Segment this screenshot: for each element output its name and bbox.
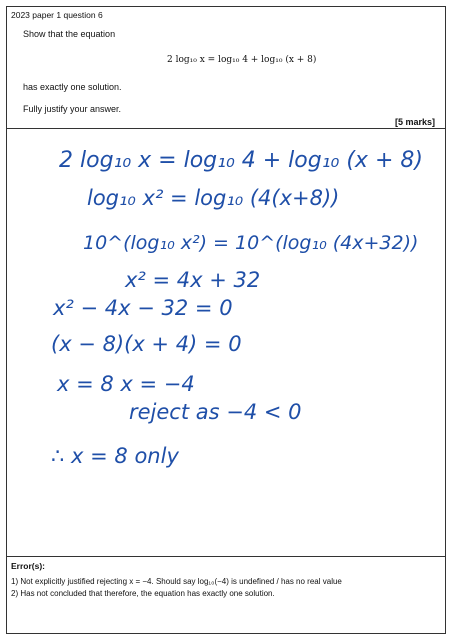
question-section (7, 7, 445, 129)
working-section (7, 129, 445, 557)
error-item-2: 2) Has not concluded that therefore, the equation has exactly one solution. (11, 589, 275, 598)
answer-sheet (6, 6, 446, 634)
working-line-1: 2 log₁₀ x = log₁₀ 4 + log₁₀ (x + 8) (59, 148, 423, 173)
question-after-text: has exactly one solution. (23, 82, 122, 92)
question-justify-text: Fully justify your answer. (23, 104, 122, 114)
errors-section (7, 557, 445, 633)
errors-title: Error(s): (11, 561, 46, 571)
question-prompt: Show that the equation (23, 29, 116, 39)
working-line-6: (x − 8)(x + 4) = 0 (51, 332, 242, 356)
marks-label: [5 marks] (394, 117, 435, 127)
working-line-5: x² − 4x − 32 = 0 (53, 296, 233, 320)
working-line-4: x² = 4x + 32 (125, 268, 261, 292)
working-line-3: 10^(log₁₀ x²) = 10^(log₁₀ (4x+32)) (83, 232, 419, 254)
error-item-1: 1) Not explicitly justified rejecting x = −4. Should say log₁₀(−4) is undefined / has no real value (11, 577, 342, 586)
question-header: 2023 paper 1 question 6 (11, 10, 103, 20)
working-line-2: log₁₀ x² = log₁₀ (4(x+8)) (87, 186, 340, 210)
working-line-8: reject as −4 < 0 (129, 400, 302, 424)
question-equation: 2 log₁₀ x = log₁₀ 4 + log₁₀ (x + 8) (167, 55, 317, 65)
working-line-7: x = 8 x = −4 (57, 372, 195, 396)
handwritten-working (7, 129, 447, 557)
working-line-9: ∴ x = 8 only (51, 444, 179, 468)
